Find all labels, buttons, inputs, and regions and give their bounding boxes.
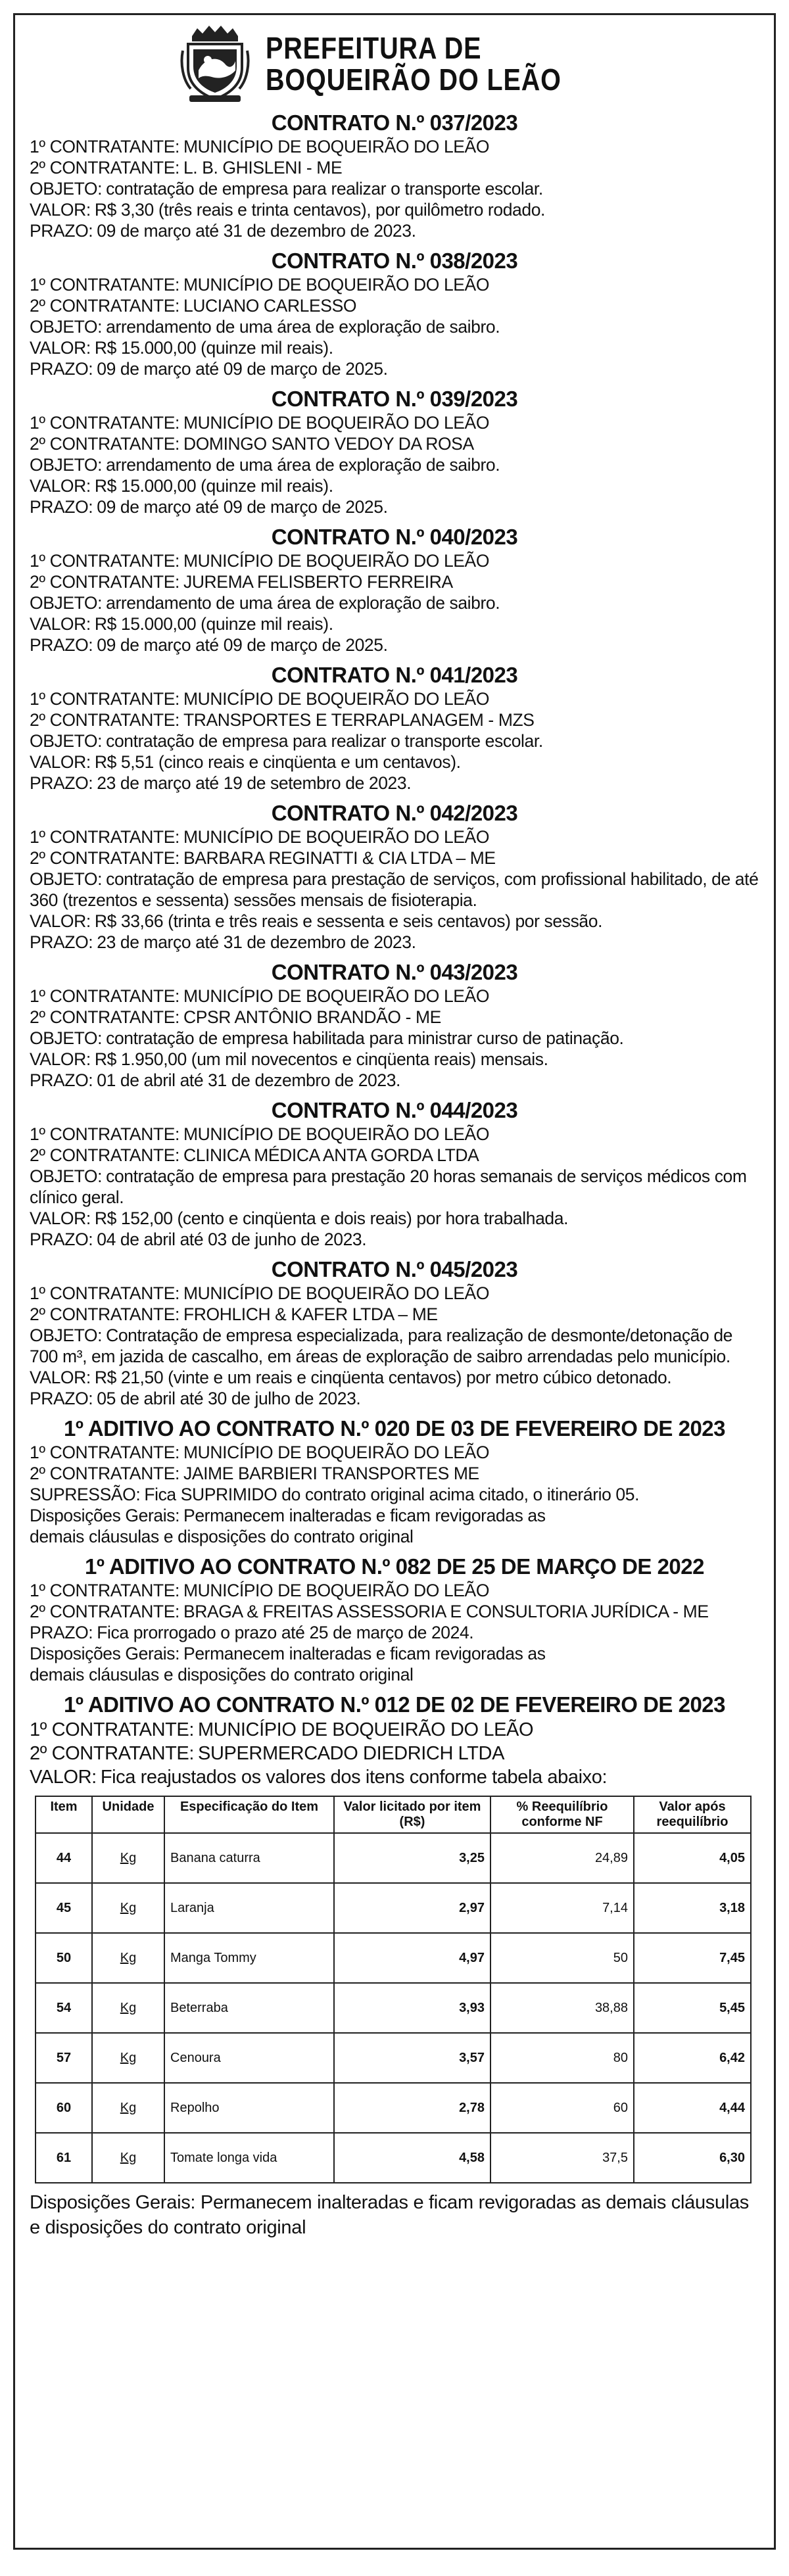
line-label: VALOR:	[30, 1049, 91, 1069]
line-text: R$ 15.000,00 (quinze mil reais).	[94, 476, 333, 496]
line-label: Disposições Gerais:	[30, 1506, 180, 1525]
col-header-valor-apos: Valor após reequilíbrio	[634, 1796, 751, 1833]
contract-section	[30, 959, 759, 1091]
table-row	[36, 1983, 751, 2033]
section-line	[30, 1505, 759, 1526]
line-text: 05 de abril até 30 de julho de 2023.	[97, 1389, 361, 1408]
section-line	[30, 613, 759, 634]
line-text: 01 de abril até 31 de dezembro de 2023.	[97, 1070, 401, 1090]
section-line	[30, 1718, 759, 1742]
line-label: VALOR:	[30, 338, 91, 358]
section-line	[30, 337, 759, 358]
line-text: 09 de março até 09 de março de 2025.	[97, 497, 388, 517]
line-label: VALOR:	[30, 476, 91, 496]
header	[15, 15, 774, 110]
cell-reequilibrio: 80	[490, 2033, 634, 2083]
line-text: R$ 21,50 (vinte e um reais e cinqüenta centavos) por metro cúbico detonado.	[94, 1368, 672, 1387]
cell-valor-apos: 6,42	[634, 2033, 751, 2083]
title-line-2: BOQUEIRÃO DO LEÃO	[266, 62, 562, 97]
col-header-especificacao: Especificação do Item	[164, 1796, 334, 1833]
line-label: 1º CONTRATANTE:	[30, 689, 179, 709]
line-text: MUNICÍPIO DE BOQUEIRÃO DO LEÃO	[183, 1124, 490, 1144]
line-text: JUREMA FELISBERTO FERREIRA	[183, 572, 453, 592]
line-label: OBJETO:	[30, 593, 103, 613]
line-label: 1º CONTRATANTE:	[30, 413, 179, 433]
section-line	[30, 1145, 759, 1166]
section-title: 1º ADITIVO AO CONTRATO N.º 082 DE 25 DE MARÇO DE 2022	[85, 1554, 704, 1579]
section-line	[30, 1442, 759, 1463]
line-text: Permanecem inalteradas e ficam revigoradas as	[183, 1644, 546, 1663]
line-label: 1º CONTRATANTE:	[30, 275, 179, 295]
contract-section	[30, 662, 759, 794]
contract-section	[30, 1097, 759, 1250]
cell-especificacao: Manga Tommy	[164, 1933, 334, 1983]
line-label: 2º CONTRATANTE:	[30, 572, 179, 592]
cell-item: 44	[36, 1833, 92, 1883]
cell-reequilibrio: 24,89	[490, 1833, 634, 1883]
line-text: 09 de março até 09 de março de 2025.	[97, 359, 388, 379]
cell-valor-apos: 5,45	[634, 1983, 751, 2033]
section-title: CONTRATO N.º 037/2023	[271, 110, 518, 135]
line-label: 1º CONTRATANTE:	[30, 986, 179, 1006]
cell-unidade: Kg	[92, 1883, 164, 1933]
line-label: VALOR:	[30, 752, 91, 772]
section-line	[30, 709, 759, 730]
table-row	[36, 2033, 751, 2083]
section-line	[30, 1484, 759, 1505]
line-label: 2º CONTRATANTE:	[30, 296, 179, 316]
section-title: CONTRATO N.º 038/2023	[271, 249, 518, 273]
table-row	[36, 2083, 751, 2133]
section-line	[30, 1166, 759, 1208]
line-label: VALOR:	[30, 1208, 91, 1228]
line-text: arrendamento de uma área de exploração de saibro.	[106, 455, 500, 475]
section-line	[30, 634, 759, 656]
section-line	[30, 550, 759, 571]
table-header-row	[36, 1796, 751, 1833]
contracts-list	[15, 110, 774, 1685]
cell-valor-licitado: 4,58	[334, 2133, 490, 2183]
section-line	[30, 688, 759, 709]
section-line	[30, 1765, 759, 1789]
line-text: SUPERMERCADO DIEDRICH LTDA	[198, 1743, 505, 1764]
line-text: MUNICÍPIO DE BOQUEIRÃO DO LEÃO	[183, 1443, 490, 1462]
line-text: CLINICA MÉDICA ANTA GORDA LTDA	[183, 1145, 479, 1165]
section-line	[30, 730, 759, 751]
cell-valor-apos: 4,44	[634, 2083, 751, 2133]
col-header-valor-licitado: Valor licitado por item (R$)	[334, 1796, 490, 1833]
section-line	[30, 1208, 759, 1229]
cell-especificacao: Cenoura	[164, 2033, 334, 2083]
line-text: MUNICÍPIO DE BOQUEIRÃO DO LEÃO	[183, 413, 490, 433]
page-title	[266, 32, 562, 95]
section-line	[30, 1643, 759, 1664]
cell-valor-apos: 7,45	[634, 1933, 751, 1983]
line-text: MUNICÍPIO DE BOQUEIRÃO DO LEÃO	[183, 986, 490, 1006]
cell-item: 45	[36, 1883, 92, 1933]
table-row	[36, 1933, 751, 1983]
line-text: demais cláusulas e disposições do contrato original	[30, 1527, 414, 1546]
contract-section	[30, 1256, 759, 1409]
cell-reequilibrio: 50	[490, 1933, 634, 1983]
line-text: contratação de empresa habilitada para ministrar curso de patinação.	[106, 1028, 624, 1048]
section-line	[30, 1664, 759, 1685]
cell-item: 60	[36, 2083, 92, 2133]
line-text: MUNICÍPIO DE BOQUEIRÃO DO LEÃO	[183, 551, 490, 571]
line-label: OBJETO:	[30, 455, 103, 475]
section-line	[30, 1325, 759, 1367]
line-text: contratação de empresa para prestação de serviços, com profissional habilitado, de até 360 (trezentos e sessenta) sessões mensais de fisioterapia.	[30, 869, 759, 910]
line-label: PRAZO:	[30, 497, 93, 517]
line-text: Fica SUPRIMIDO do contrato original acima citado, o itinerário 05.	[144, 1485, 640, 1504]
line-label: OBJETO:	[30, 869, 103, 889]
section-line	[30, 1070, 759, 1091]
line-text: contratação de empresa para prestação 20 horas semanais de serviços médicos com clínico geral.	[30, 1166, 747, 1207]
line-text: BRAGA & FREITAS ASSESSORIA E CONSULTORIA JURÍDICA - ME	[183, 1602, 709, 1621]
line-label: OBJETO:	[30, 1028, 103, 1048]
line-text: arrendamento de uma área de exploração de saibro.	[106, 593, 500, 613]
line-text: 04 de abril até 03 de junho de 2023.	[97, 1229, 367, 1249]
line-text: L. B. GHISLENI - ME	[183, 158, 343, 178]
section-line	[30, 412, 759, 433]
line-text: 09 de março até 09 de março de 2025.	[97, 635, 388, 655]
table-body	[36, 1833, 751, 2183]
section-line	[30, 1367, 759, 1388]
section-line	[30, 826, 759, 847]
line-text: JAIME BARBIERI TRANSPORTES ME	[183, 1464, 479, 1483]
cell-especificacao: Tomate longa vida	[164, 2133, 334, 2183]
section-line	[30, 433, 759, 454]
line-label: 2º CONTRATANTE:	[30, 848, 179, 868]
cell-item: 50	[36, 1933, 92, 1983]
section-line	[30, 1124, 759, 1145]
line-text: contratação de empresa para realizar o transporte escolar.	[106, 731, 543, 751]
line-label: PRAZO:	[30, 1229, 93, 1249]
line-text: Fica reajustados os valores dos itens conforme tabela abaixo:	[100, 1767, 608, 1788]
line-text: MUNICÍPIO DE BOQUEIRÃO DO LEÃO	[183, 1283, 490, 1303]
cell-unidade: Kg	[92, 2033, 164, 2083]
line-label: 2º CONTRATANTE:	[30, 1007, 179, 1027]
line-text: Permanecem inalteradas e ficam revigoradas as	[183, 1506, 546, 1525]
line-label: 2º CONTRATANTE:	[30, 710, 179, 730]
line-label: 1º CONTRATANTE:	[30, 1283, 179, 1303]
cell-valor-licitado: 3,93	[334, 1983, 490, 2033]
cell-item: 61	[36, 2133, 92, 2183]
line-text: R$ 5,51 (cinco reais e cinqüenta e um centavos).	[94, 752, 461, 772]
cell-especificacao: Laranja	[164, 1883, 334, 1933]
line-label: 1º CONTRATANTE:	[30, 1124, 179, 1144]
cell-valor-apos: 3,18	[634, 1883, 751, 1933]
section-line	[30, 316, 759, 337]
contract-section	[30, 800, 759, 953]
section-title: CONTRATO N.º 039/2023	[271, 387, 518, 411]
line-label: SUPRESSÃO:	[30, 1485, 141, 1504]
line-label: 1º CONTRATANTE:	[30, 827, 179, 847]
cell-especificacao: Banana caturra	[164, 1833, 334, 1883]
section-line	[30, 358, 759, 379]
line-text: R$ 3,30 (três reais e trinta centavos), por quilômetro rodado.	[94, 200, 546, 220]
cell-unidade: Kg	[92, 2133, 164, 2183]
line-label: 1º CONTRATANTE:	[30, 137, 179, 156]
line-label: 2º CONTRATANTE:	[30, 1743, 195, 1764]
cell-reequilibrio: 37,5	[490, 2133, 634, 2183]
section-line	[30, 1028, 759, 1049]
section-line	[30, 932, 759, 953]
line-text: TRANSPORTES E TERRAPLANAGEM - MZS	[183, 710, 535, 730]
line-label: VALOR:	[30, 614, 91, 634]
line-label: PRAZO:	[30, 932, 93, 952]
section-line	[30, 1229, 759, 1250]
line-text: R$ 33,66 (trinta e três reais e sessenta e seis centavos) por sessão.	[94, 911, 603, 931]
line-text: CPSR ANTÔNIO BRANDÃO - ME	[183, 1007, 441, 1027]
line-label: OBJETO:	[30, 731, 103, 751]
contract-section	[30, 110, 759, 241]
cell-valor-licitado: 3,25	[334, 1833, 490, 1883]
publication-page	[13, 13, 776, 2550]
cell-valor-licitado: 2,78	[334, 2083, 490, 2133]
section-line	[30, 1388, 759, 1409]
section-line	[30, 220, 759, 241]
line-label: OBJETO:	[30, 1166, 103, 1186]
section-title: CONTRATO N.º 044/2023	[271, 1098, 518, 1122]
line-label: 1º CONTRATANTE:	[30, 1581, 179, 1600]
line-label: PRAZO:	[30, 1389, 93, 1408]
line-label: OBJETO:	[30, 1325, 103, 1345]
contract-section	[30, 1554, 759, 1685]
line-text: R$ 1.950,00 (um mil novecentos e cinqüenta reais) mensais.	[94, 1049, 548, 1069]
section-line	[30, 1742, 759, 1765]
col-header-unidade: Unidade	[92, 1796, 164, 1833]
section-title: 1º ADITIVO AO CONTRATO N.º 012 DE 02 DE FEVEREIRO DE 2023	[63, 1692, 726, 1717]
aditivo-012-section	[15, 1692, 774, 2240]
line-label: PRAZO:	[30, 359, 93, 379]
line-text: 23 de março até 19 de setembro de 2023.	[97, 773, 412, 793]
section-title: CONTRATO N.º 042/2023	[271, 801, 518, 825]
line-label: VALOR:	[30, 1767, 97, 1788]
line-label: 1º CONTRATANTE:	[30, 1443, 179, 1462]
line-label: 2º CONTRATANTE:	[30, 1602, 179, 1621]
line-label: OBJETO:	[30, 179, 103, 199]
line-label: 2º CONTRATANTE:	[30, 1464, 179, 1483]
contract-section	[30, 386, 759, 517]
cell-item: 54	[36, 1983, 92, 2033]
section-line	[30, 1622, 759, 1643]
contract-section	[30, 248, 759, 379]
line-text: R$ 152,00 (cento e cinqüenta e dois reais) por hora trabalhada.	[94, 1208, 569, 1228]
line-label: OBJETO:	[30, 317, 103, 337]
table-row	[36, 1833, 751, 1883]
line-text: Fica prorrogado o prazo até 25 de março de 2024.	[97, 1623, 474, 1642]
section-line	[30, 199, 759, 220]
section-title: CONTRATO N.º 043/2023	[271, 960, 518, 984]
cell-unidade: Kg	[92, 1933, 164, 1983]
cell-valor-licitado: 4,97	[334, 1933, 490, 1983]
line-text: LUCIANO CARLESSO	[183, 296, 357, 316]
line-text: R$ 15.000,00 (quinze mil reais).	[94, 614, 333, 634]
section-line	[30, 751, 759, 773]
section-line	[30, 1049, 759, 1070]
section-line	[30, 869, 759, 911]
section-line	[30, 1283, 759, 1304]
cell-reequilibrio: 7,14	[490, 1883, 634, 1933]
section-line	[30, 178, 759, 199]
line-text: demais cláusulas e disposições do contrato original	[30, 1665, 414, 1684]
section-line	[30, 1007, 759, 1028]
section-line	[30, 847, 759, 869]
line-label: 2º CONTRATANTE:	[30, 434, 179, 454]
line-label: PRAZO:	[30, 221, 93, 241]
section-line	[30, 1601, 759, 1622]
line-text: MUNICÍPIO DE BOQUEIRÃO DO LEÃO	[183, 275, 490, 295]
line-label: VALOR:	[30, 911, 91, 931]
section-title: CONTRATO N.º 041/2023	[271, 663, 518, 687]
section-line	[30, 295, 759, 316]
line-label: PRAZO:	[30, 773, 93, 793]
line-text: BARBARA REGINATTI & CIA LTDA – ME	[183, 848, 496, 868]
line-text: MUNICÍPIO DE BOQUEIRÃO DO LEÃO	[183, 1581, 490, 1600]
line-text: R$ 15.000,00 (quinze mil reais).	[94, 338, 333, 358]
cell-valor-licitado: 2,97	[334, 1883, 490, 1933]
cell-valor-apos: 6,30	[634, 2133, 751, 2183]
section-title: CONTRATO N.º 040/2023	[271, 525, 518, 549]
line-text: 09 de março até 31 de dezembro de 2023.	[97, 221, 416, 241]
line-text: MUNICÍPIO DE BOQUEIRÃO DO LEÃO	[183, 137, 490, 156]
line-label: PRAZO:	[30, 635, 93, 655]
cell-valor-apos: 4,05	[634, 1833, 751, 1883]
section-line	[30, 475, 759, 496]
general-provisions: Disposições Gerais: Permanecem inalteradas e ficam revigoradas as demais cláusulas e disposições do contrato original	[30, 2192, 750, 2238]
line-text: Contratação de empresa especializada, para realização de desmonte/detonação de 700 m³, em jazida de cascalho, em áreas de exploração de saibro arrendadas pelo município.	[30, 1325, 732, 1366]
line-text: MUNICÍPIO DE BOQUEIRÃO DO LEÃO	[183, 827, 490, 847]
line-text: MUNICÍPIO DE BOQUEIRÃO DO LEÃO	[198, 1719, 534, 1740]
line-text: DOMINGO SANTO VEDOY DA ROSA	[183, 434, 474, 454]
cell-especificacao: Repolho	[164, 2083, 334, 2133]
line-text: contratação de empresa para realizar o transporte escolar.	[106, 179, 543, 199]
line-label: 1º CONTRATANTE:	[30, 1719, 195, 1740]
col-header-reequilibrio: % Reequilíbrio conforme NF	[490, 1796, 634, 1833]
line-label: 2º CONTRATANTE:	[30, 1145, 179, 1165]
cell-unidade: Kg	[92, 1833, 164, 1883]
cell-especificacao: Beterraba	[164, 1983, 334, 2033]
line-text: arrendamento de uma área de exploração de saibro.	[106, 317, 500, 337]
cell-valor-licitado: 3,57	[334, 2033, 490, 2083]
cell-reequilibrio: 38,88	[490, 1983, 634, 2033]
cell-unidade: Kg	[92, 2083, 164, 2133]
section-line	[30, 592, 759, 613]
section-line	[30, 1304, 759, 1325]
section-line	[30, 986, 759, 1007]
cell-unidade: Kg	[92, 1983, 164, 2033]
section-line	[30, 454, 759, 475]
section-line	[30, 1580, 759, 1601]
section-line	[30, 571, 759, 592]
section-line	[30, 1463, 759, 1484]
section-line	[30, 157, 759, 178]
contract-section	[30, 524, 759, 656]
cell-reequilibrio: 60	[490, 2083, 634, 2133]
section-title: CONTRATO N.º 045/2023	[271, 1257, 518, 1281]
line-label: 1º CONTRATANTE:	[30, 551, 179, 571]
line-label: 2º CONTRATANTE:	[30, 1304, 179, 1324]
section-line	[30, 136, 759, 157]
line-label: Disposições Gerais:	[30, 1644, 180, 1663]
line-text: MUNICÍPIO DE BOQUEIRÃO DO LEÃO	[183, 689, 490, 709]
section-line	[30, 911, 759, 932]
title-line-1: PREFEITURA DE	[266, 31, 482, 65]
section-line	[30, 773, 759, 794]
line-label: PRAZO:	[30, 1070, 93, 1090]
table-row	[36, 2133, 751, 2183]
table-row	[36, 1883, 751, 1933]
section-line	[30, 274, 759, 295]
line-label: VALOR:	[30, 1368, 91, 1387]
section-title: 1º ADITIVO AO CONTRATO N.º 020 DE 03 DE FEVEREIRO DE 2023	[63, 1416, 726, 1441]
contract-section	[30, 1416, 759, 1547]
section-line	[30, 496, 759, 517]
col-header-item: Item	[36, 1796, 92, 1833]
section-line	[30, 1526, 759, 1547]
line-label: PRAZO:	[30, 1623, 93, 1642]
readjustment-table	[35, 1796, 752, 2183]
line-text: 23 de março até 31 de dezembro de 2023.	[97, 932, 416, 952]
line-text: FROHLICH & KAFER LTDA – ME	[183, 1304, 438, 1324]
line-label: VALOR:	[30, 200, 91, 220]
line-label: 2º CONTRATANTE:	[30, 158, 179, 178]
coat-of-arms-icon	[179, 24, 251, 103]
cell-item: 57	[36, 2033, 92, 2083]
